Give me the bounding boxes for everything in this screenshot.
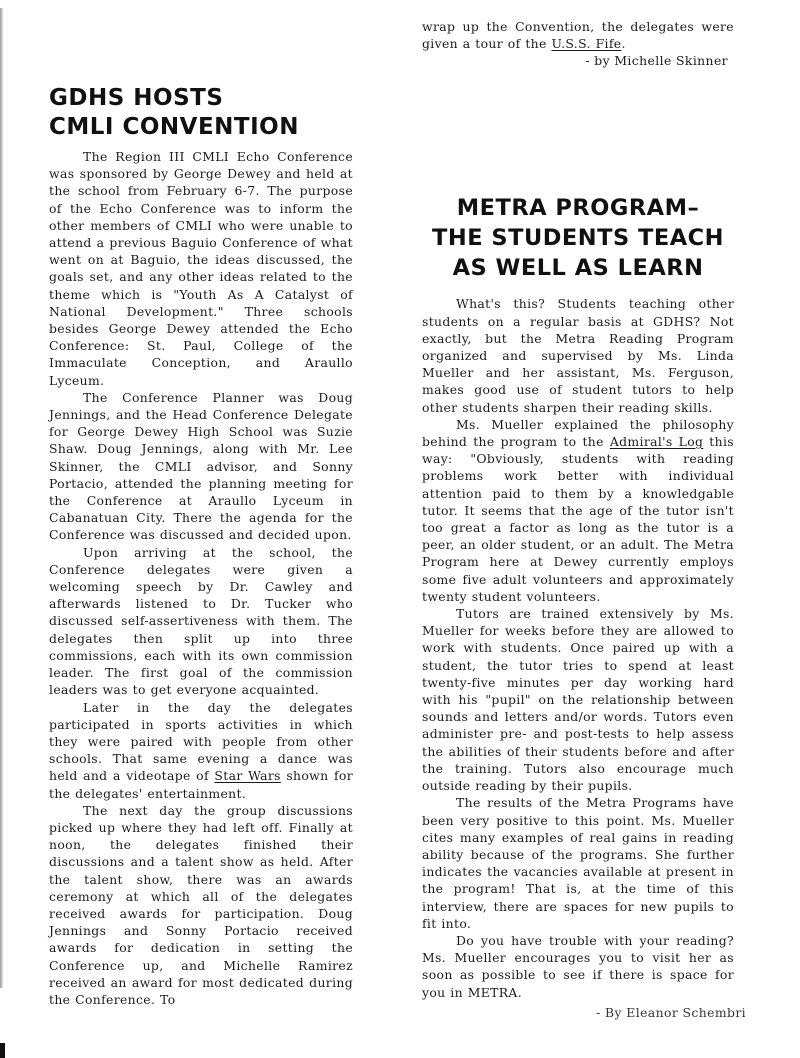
right-column [422,18,746,1021]
byline-michelle-skinner: - by Michelle Skinner [585,53,728,69]
text-run: Ms. Mueller explained the philosophy behind the program to the [422,416,734,450]
article-paragraph: Tutors are trained extensively by Ms. Mueller for weeks before they are allowed to work with students. Once paired up with a student, the tutor tries to spend at least twenty-five minutes per day working hard with his "pupil" on the relationship between sounds and letters and/or words. Tutors even administer pre- and post-tests to help assess the abilities of their students before and after the training. Tutors also encourage much outside reading by their pupils. [422,606,734,794]
headline-line: GDHS HOSTS [49,85,224,111]
underlined-ship-name: U.S.S. Fife [551,36,622,52]
headline-metra-program [416,193,740,283]
text-run: . [621,36,626,52]
text-run: this way: "Obviously, students with reading problems work better with individual attention paid to them by a knowledgable tutor. It seems that the age of the tutor isn't too great a factor as long as the tutor is a peer, an older student, or an adult. The Metra Program here at Dewey currently employs some five adult volunteers and approximately twenty student volunteers. [422,434,734,604]
headline-gdhs-hosts-cmli-convention [49,84,353,142]
article-paragraph: Upon arriving at the school, the Conference delegates were given a welcoming speech by Dr. Cawley and afterwards listened to Dr. Tucker who discussed self-assertiveness with them. The delegates then split up into three commissions, each with its own commission leader. The first goal of the commission leaders was to get everyone acquainted. [49,544,353,698]
article-paragraph: What's this? Students teaching other students on a regular basis at GDHS? Not exactly, but the Metra Reading Program organized and supervised by Ms. Linda Mueller and her assistant, Ms. Ferguson, makes good use of student tutors to help other students sharpen their reading skills. [422,296,734,415]
article-paragraph: The Region III CMLI Echo Conference was sponsored by George Dewey and held at the school from February 6-7. The purpose of the Echo Conference was to inform the other members of CMLI who were unable to attend a previous Baguio Conference of what went on at Baguio, the ideas discussed, the goals set, and any other ideas related to the theme which is "Youth As A Catalyst of National Development." Three schools besides George Dewey attended the Echo Conference: St. Paul, College of the Immaculate Conception, and Araullo Lyceum. [49,149,353,388]
scanned-page-edge [0,8,3,988]
headline-line: THE STUDENTS TEACH [432,225,724,252]
scan-corner-mark [0,1043,5,1058]
text-run: wrap up the Convention, the delegates were given a tour of the [422,19,734,52]
article-continuation [422,18,734,52]
headline-line: AS WELL AS LEARN [452,255,704,282]
article-gdhs-hosts-cmli [49,84,353,1008]
article-paragraph: Do you have trouble with your reading? Ms. Mueller encourages you to visit her as soon as possible to see if there is space for you in METRA. [422,932,734,1000]
headline-line: METRA PROGRAM– [456,195,700,222]
text-run: Later in the day the delegates participated in sports activities in which they were paired with people from other schools. That same evening a dance was held and a videotape of [49,699,353,784]
article-paragraph [422,416,734,605]
article-paragraph: The Conference Planner was Doug Jennings, and the Head Conference Delegate for George Dewey High School was Suzie Shaw. Doug Jennings, along with Mr. Lee Skinner, the CMLI advisor, and Sonny Portacio, attended the planning meeting for the Conference at Araullo Lyceum in Cabanatuan City. There the agenda for the Conference was discussed and decided upon. [49,389,353,543]
article-metra-program [422,193,746,1020]
article-paragraph: The next day the group discussions picked up where they had left off. Finally at noon, the delegates finished their discussions and a talent show as held. After the talent show, there was an awards ceremony at which all of the delegates received awards for participation. Doug Jennings and Sonny Portacio received awards for dedication in setting the Conference up, and Michelle Ramirez received an award for most dedicated during the Conference. To [49,802,353,1007]
underlined-title-star-wars: Star Wars [214,768,281,784]
headline-line: CMLI CONVENTION [49,114,299,140]
text-run: shown for the delegates' entertainment. [49,768,353,801]
article-paragraph: The results of the Metra Programs have been very positive to this point. Ms. Mueller cites many examples of real gains in reading ability because of the programs. She further indicates the vacancies available at present in the program! That is, at the time of this interview, there are spaces for new pupils to fit into. [422,795,734,931]
article-paragraph [49,699,353,802]
byline-eleanor-schembri: - By Eleanor Schembri [596,1004,746,1020]
underlined-publication-admirals-log: Admiral's Log [609,434,704,450]
